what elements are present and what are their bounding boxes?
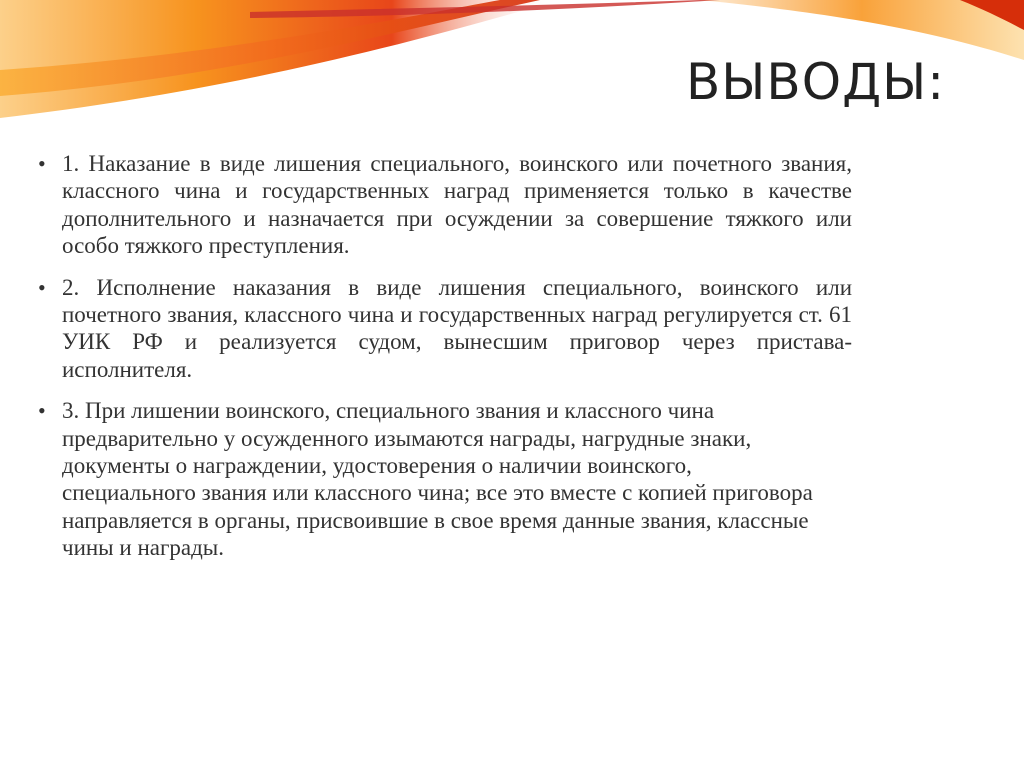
list-item (38, 397, 858, 561)
swoosh-band-large (0, 0, 560, 118)
bullet-text: 3. При лишении воинского, специального звания и классного чина предварительно у осужденного изымаются награды, нагрудные знаки, документы о награждении, удостоверения о наличии воинского, специального звания или классного чина; все это вместе с копией приговора направляется в органы, присвоившие в свое время данные звания, классные чины и награды. (62, 398, 813, 561)
bullet-marker: • (38, 398, 46, 424)
list-item (38, 274, 858, 384)
bullet-text: 2. Исполнение наказания в виде лишения специального, воинского или почетного звания, классного чина и государственных наград регулируется ст. 61 УИК РФ и реализуется судом, вынесшим приговор через пристава-исполнителя. (62, 274, 852, 382)
bullet-text: 1. Наказание в виде лишения специального, воинского или почетного звания, классного чина и государственных наград применяется только в качестве дополнительного и назначается при осуждении за совершение тяжкого или особо тяжкого преступления. (62, 151, 852, 259)
list-item (38, 150, 858, 260)
swoosh-band-right (700, 0, 1024, 60)
bullet-list (38, 150, 858, 576)
slide-title: ВЫВОДЫ: (686, 53, 946, 111)
bullet-marker: • (38, 274, 46, 300)
bullet-marker: • (38, 151, 46, 176)
